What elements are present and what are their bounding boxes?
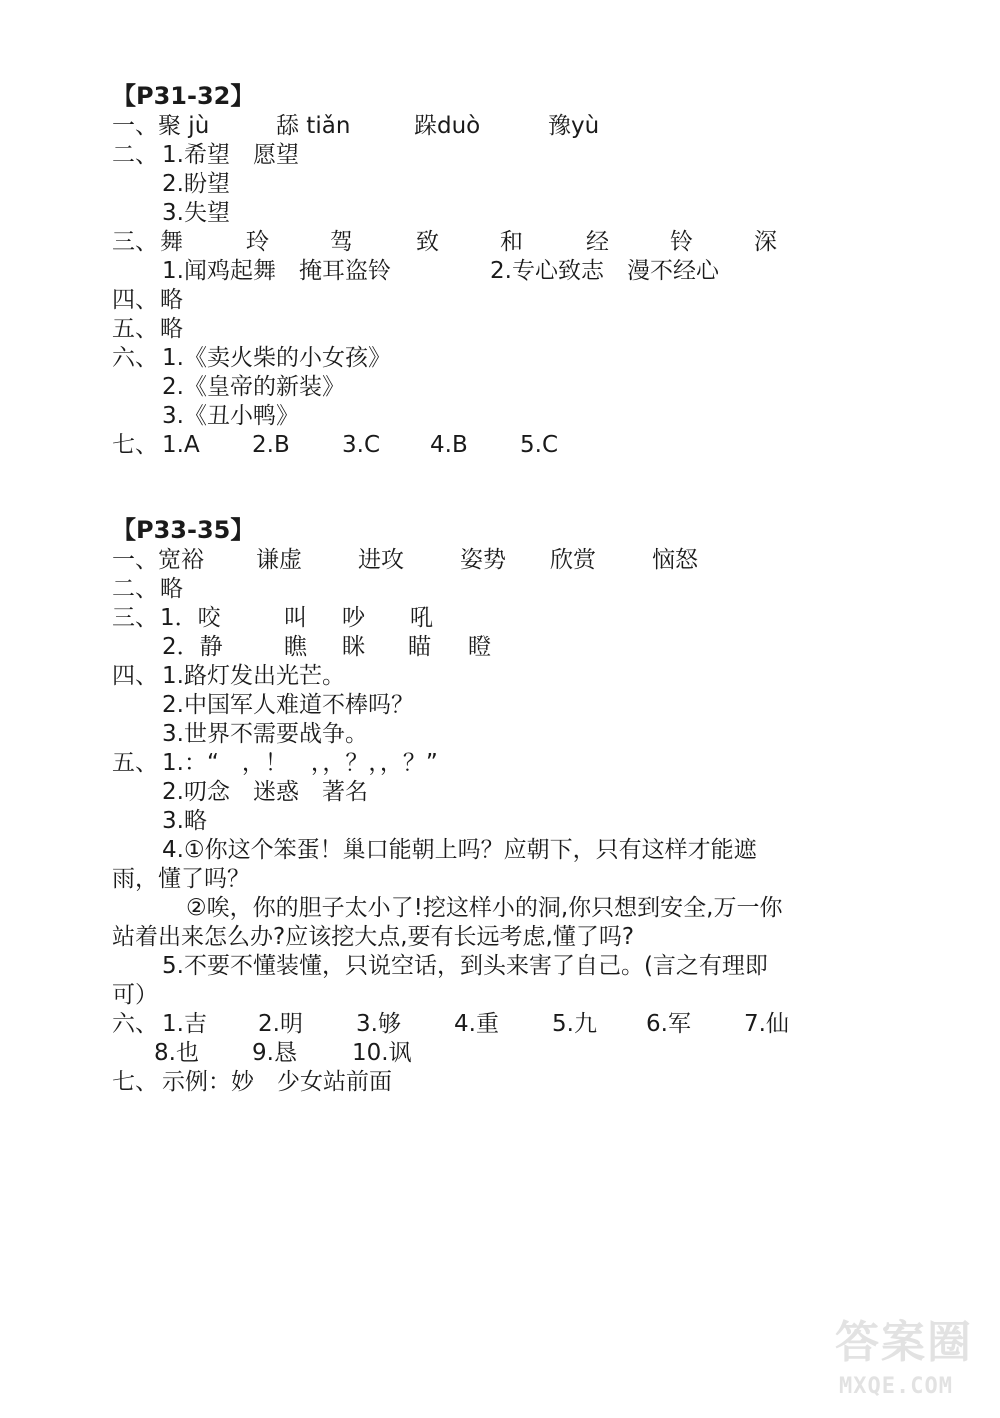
answer-item: 2.明	[258, 1011, 303, 1037]
answer-line: 1.闻鸡起舞 掩耳盗铃	[162, 258, 391, 284]
s2-q3-row2	[162, 633, 612, 662]
answer-item: 5.C	[520, 432, 559, 458]
answer-item: 豫yù	[548, 113, 600, 139]
answer-item: 5.九	[552, 1011, 597, 1037]
q-label: 一、	[112, 113, 158, 139]
answer-char: 舞	[160, 229, 183, 255]
s2-q5-row	[112, 749, 612, 778]
answer-item: 4.B	[430, 432, 468, 458]
q-label: 四、	[112, 287, 158, 313]
q-label: 七、	[112, 1069, 158, 1095]
s1-q6-row	[112, 344, 512, 373]
s2-q1-row	[112, 546, 832, 575]
s2-q3-row1	[112, 604, 612, 633]
s1-q1-row	[112, 112, 812, 141]
section-header-p31-32: 【P31-32】	[112, 82, 255, 110]
answer-line: 5.不要不懂装懂，只说空话，到头来害了自己。(言之有理即	[162, 953, 768, 979]
answer-item: 姿势	[460, 547, 506, 573]
answer-item: 吼	[410, 605, 433, 631]
answer-text: 示例：妙 少女站前面	[162, 1069, 392, 1095]
answer-item: 7.仙	[744, 1011, 789, 1037]
answer-item: 宽裕	[158, 547, 204, 573]
answer-line: 3.《丑小鸭》	[162, 403, 299, 429]
s2-q6-row1	[112, 1010, 832, 1039]
answer-line: 2.专心致志 漫不经心	[490, 258, 719, 284]
answer-item: 10.讽	[352, 1040, 412, 1066]
answer-line: 雨，懂了吗？	[112, 866, 250, 892]
answer-item: 4.重	[454, 1011, 499, 1037]
answer-line: 3.世界不需要战争。	[162, 721, 368, 747]
watermark-title: 答案圈	[835, 1317, 973, 1368]
answer-text: 略	[160, 316, 183, 342]
answer-line: 2.叨念 迷惑 著名	[162, 779, 368, 805]
answer-item: 聚 jù	[158, 113, 210, 139]
answer-char: 铃	[670, 229, 693, 255]
answer-line: 1.路灯发出光芒。	[162, 663, 345, 689]
answer-line: 4.①你这个笨蛋！巢口能朝上吗？应朝下，只有这样才能遮	[162, 837, 757, 863]
answer-char: 致	[416, 229, 439, 255]
answer-line: 可）	[112, 982, 158, 1008]
answer-char: 驾	[330, 229, 353, 255]
answer-line: 2.《皇帝的新装》	[162, 374, 345, 400]
q-label: 六、	[112, 345, 158, 371]
s1-q5-row	[112, 315, 312, 344]
answer-char: 玲	[246, 229, 269, 255]
answer-item: 3.够	[356, 1011, 401, 1037]
s2-q7-row	[112, 1068, 612, 1097]
answer-line: 1.希望 愿望	[162, 142, 299, 168]
answer-item: 1.吉	[162, 1011, 207, 1037]
answer-item: 3.C	[342, 432, 381, 458]
answer-item: 吵	[342, 605, 365, 631]
answer-item: 舔 tiǎn	[276, 113, 351, 139]
s2-q2-row	[112, 575, 312, 604]
answer-item: 恼怒	[652, 547, 698, 573]
answer-item: 叫	[284, 605, 307, 631]
answer-line: 站着出来怎么办?应该挖大点,要有长远考虑,懂了吗?	[112, 924, 635, 950]
answer-item: 瞪	[468, 634, 491, 660]
answer-line: 1.《卖火柴的小女孩》	[162, 345, 391, 371]
s1-q2-row	[112, 141, 512, 170]
q-label: 一、	[112, 547, 158, 573]
answer-item: 瞄	[408, 634, 431, 660]
answer-item: 1.A	[162, 432, 200, 458]
answer-line: 2.盼望	[162, 171, 230, 197]
answer-text: 略	[160, 287, 183, 313]
answer-char: 经	[586, 229, 609, 255]
answer-item: 2．静	[162, 634, 223, 660]
s1-q7-row	[112, 431, 712, 460]
answer-item: 谦虚	[256, 547, 302, 573]
s2-q4-row	[112, 662, 612, 691]
answer-line: 3.失望	[162, 200, 230, 226]
section-header-p33-35: 【P33-35】	[112, 516, 255, 544]
answer-text: 略	[160, 576, 183, 602]
answer-char: 和	[500, 229, 523, 255]
answer-line: 1.：“ ，！ ，，？，，？”	[162, 750, 438, 776]
answer-item: 2.B	[252, 432, 290, 458]
s1-q4-row	[112, 286, 312, 315]
watermark-url: MXQE.COM	[839, 1374, 953, 1399]
q-label: 四、	[112, 663, 158, 689]
s1-q3-row	[112, 228, 812, 257]
q-label: 七、	[112, 432, 158, 458]
answer-char: 深	[754, 229, 777, 255]
answer-item: 欣赏	[550, 547, 596, 573]
q-label: 五、	[112, 316, 158, 342]
q-label: 二、	[112, 576, 158, 602]
q-label: 三、	[112, 605, 158, 631]
answer-item: 8.也	[154, 1040, 199, 1066]
answer-item: 进攻	[358, 547, 404, 573]
s2-q6-row2	[154, 1039, 554, 1068]
q-label: 三、	[112, 229, 158, 255]
answer-line: 2.中国军人难道不棒吗？	[162, 692, 414, 718]
q-label: 二、	[112, 142, 158, 168]
watermark-logo	[835, 1318, 985, 1408]
answer-item: 瞧	[284, 634, 307, 660]
answer-item: 跺duò	[414, 113, 481, 139]
q-label: 五、	[112, 750, 158, 776]
answer-item: 9.恳	[252, 1040, 297, 1066]
answer-item: 6.军	[646, 1011, 691, 1037]
q-label: 六、	[112, 1011, 158, 1037]
answer-item: 1．咬	[160, 605, 221, 631]
answer-item: 眯	[342, 634, 365, 660]
answer-line: ②唉，你的胆子太小了!挖这样小的洞,你只想到安全,万一你	[186, 895, 783, 921]
answer-line: 3.略	[162, 808, 207, 834]
s1-q3-line2	[162, 257, 782, 286]
